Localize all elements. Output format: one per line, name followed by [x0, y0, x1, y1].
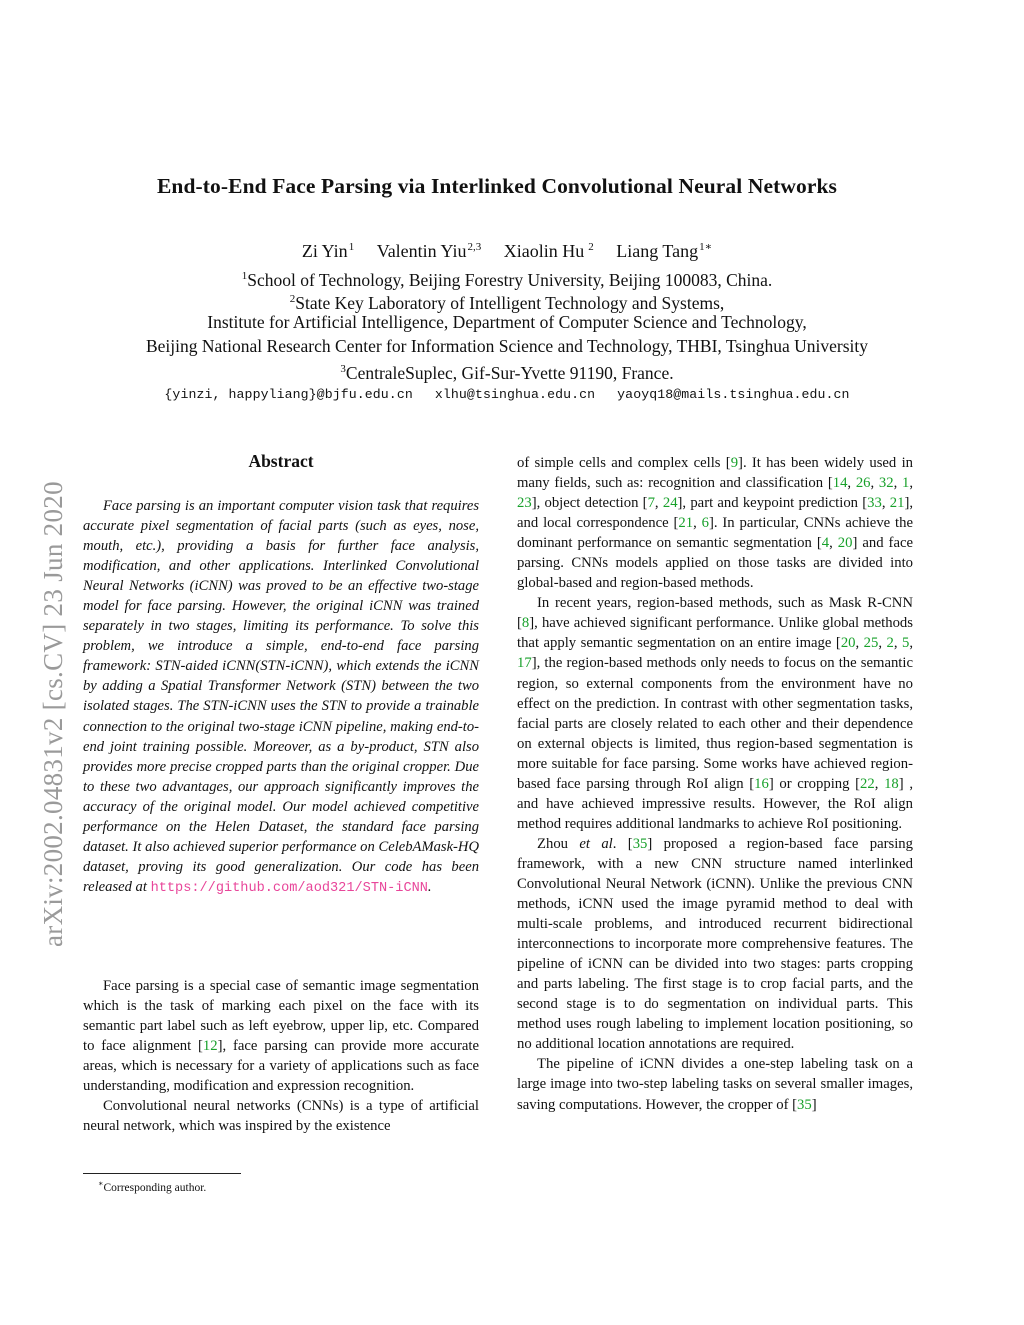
citation[interactable]: 20: [840, 635, 856, 652]
citation[interactable]: 8: [521, 615, 530, 632]
paragraph: The pipeline of iCNN divides a one-step labeling task on a large image into two-step labeling tasks on several smaller images, saving computations. However, the cropper of [35]: [517, 1056, 913, 1113]
citation[interactable]: 6: [701, 515, 709, 532]
author: Liang Tang$^{1∗}$: [616, 241, 713, 261]
citation[interactable]: 18: [884, 775, 899, 792]
citation[interactable]: 26: [855, 475, 871, 492]
affiliation-1: $^1$School of Technology, Beijing Forestry University, Beijing 100083, China.: [241, 270, 773, 290]
footnote-rule: [83, 1173, 241, 1174]
author: Valentin Yiu$^{2,3}$: [376, 241, 482, 261]
citation[interactable]: 35: [797, 1096, 812, 1113]
paragraph: Zhou et al. [35] proposed a region-based face parsing framework, with a new CNN structure named interlinked Convolutional Neural Network (iCNN). Unlike the previous CNN methods, iCNN used the image pyramid method to deal with multi-scale problems, and introduced recurrent bidirectional interconnections to incorporate more comprehensive features. The pipeline of iCNN can be divided into two stages: parts cropping and parts labeling. The first stage is to crop facial parts, and the second stage is to do segmentation on individual parts. This method uses rough labeling to implement location positioning, so no additional location annotations are required.: [517, 835, 913, 1053]
citation[interactable]: 7: [647, 495, 655, 512]
author: Zi Yin$^1$: [301, 241, 355, 261]
paragraph: Face parsing is a special case of semantic image segmentation which is the task of marking each pixel on the face with its semantic part label such as left eyebrow, upper lip, etc. Compared to face alignment [12], face parsing can provide more accurate areas, which is necessary for a variety of applications such as face understanding, modification and expression recognition.: [83, 978, 479, 1095]
paragraph: Convolutional neural networks (CNNs) is a type of artificial neural network, which was inspired by the existence: [83, 1098, 479, 1135]
footnote: ∗Corresponding author.: [98, 1179, 207, 1194]
citation[interactable]: 17: [517, 655, 532, 672]
citation[interactable]: 2: [886, 635, 894, 652]
citation[interactable]: 21: [678, 515, 694, 532]
abstract-text: Face parsing is an important computer vision task that requires accurate pixel segmentation of facial parts (such as eyes, nose, mouth, etc.), providing a basis for further face analysis, modification, and other applications. Interlinked Convolutional Neural Networks (iCNN) was proved to be an effective two-stage model for face parsing. However, the original iCNN was trained separately in two stages, limiting its performance. To solve this problem, we introduce a simple, end-to-end face parsing framework: STN-aided iCNN(STN-iCNN), which extends the iCNN by adding a Spatial Transformer Network (STN) between the two isolated stages. The STN-iCNN uses the STN to provide a trainable connection to the original two-stage iCNN pipeline, making end-to-end joint training possible. Moreover, as a by-product, STN also provides more precise cropped parts than the original cropper. Due to these two advantages, our approach significantly improves the accuracy of the original model. Our model achieved competitive performance on the Helen Dataset, the standard face parsing dataset. It also achieved superior performance on CelebAMask-HQ dataset, proving its good generalization. Our code has been released at https://github.com/aod321/STN-iCNN.: [83, 498, 479, 896]
affiliation-2: $^2$State Key Laboratory of Intelligent Technology and Systems,: [289, 293, 725, 313]
email: xlhu@tsinghua.edu.cn: [434, 387, 596, 402]
affiliation-3: $^3$CentraleSuplec, Gif-Sur-Yvette 91190, France.: [340, 363, 674, 383]
paragraph: of simple cells and complex cells [9]. It has been widely used in many fields, such as: recognition and classification [14, 26, 32, 1, 23], object detection [7, 24], part and keypoint prediction [33, 21], and local correspondence [21, 6]. In particular, CNNs achieve the dominant performance on semantic segmentation [4, 20] and face parsing. CNNs models applied on those tasks are divided into global-based and region-based methods.: [517, 455, 914, 592]
citation[interactable]: 9: [730, 455, 739, 471]
code-link[interactable]: https://github.com/aod321/STN-iCNN: [150, 880, 428, 896]
citation[interactable]: 25: [863, 635, 879, 652]
email: yaoyq18@mails.tsinghua.edu.cn: [617, 387, 850, 402]
right-column-body: [517, 453, 913, 1115]
citation[interactable]: 32: [878, 475, 894, 492]
citation[interactable]: 33: [867, 495, 882, 512]
citation[interactable]: 21: [889, 495, 905, 512]
citation[interactable]: 35: [632, 835, 648, 852]
citation[interactable]: 1: [902, 475, 910, 492]
left-column-body: [83, 976, 479, 1136]
citation[interactable]: 20: [837, 535, 853, 552]
citation[interactable]: 14: [832, 475, 848, 492]
arxiv-stamp-text: arXiv:2002.04831v2 [cs.CV] 23 Jun 2020: [38, 481, 68, 947]
email: {yinzi, happyliang}@bjfu.edu.cn: [164, 387, 413, 402]
citation[interactable]: 16: [754, 775, 769, 792]
affiliation-2-line-3: Beijing National Research Center for Information Science and Technology, THBI, Tsinghua University: [145, 336, 868, 356]
citation[interactable]: 5: [902, 635, 910, 652]
citation[interactable]: 24: [662, 495, 678, 512]
author: Xiaolin Hu $^2$: [503, 241, 594, 261]
citation[interactable]: 23: [517, 495, 532, 512]
citation[interactable]: 12: [202, 1038, 218, 1055]
citation[interactable]: 4: [821, 535, 830, 552]
paragraph: In recent years, region-based methods, such as Mask R-CNN [8], have achieved significant performance. Unlike global methods that apply semantic segmentation on an entire image [20, 25, 2, 5, 17], the region-based methods only needs to focus on the semantic region, so external components from the environment have no effect on the prediction. In contrast with other segmentation tasks, facial parts are closely related to each other and their dependence on external objects is limited, thus region-based segmentation is more suitable for face parsing. Some works have achieved region-based face parsing through RoI align [16] or cropping [22, 18] , and have achieved impressive results. However, the RoI align method requires additional landmarks to achieve RoI positioning.: [517, 595, 914, 832]
author-list: [60, 240, 954, 262]
affiliation-2-line-2: Institute for Artificial Intelligence, Department of Computer Science and Technology,: [207, 312, 807, 332]
abstract-heading: Abstract: [248, 451, 314, 471]
paper-title: End-to-End Face Parsing via Interlinked Convolutional Neural Networks: [156, 174, 837, 198]
email-list: [60, 387, 954, 402]
citation[interactable]: 22: [860, 775, 875, 792]
